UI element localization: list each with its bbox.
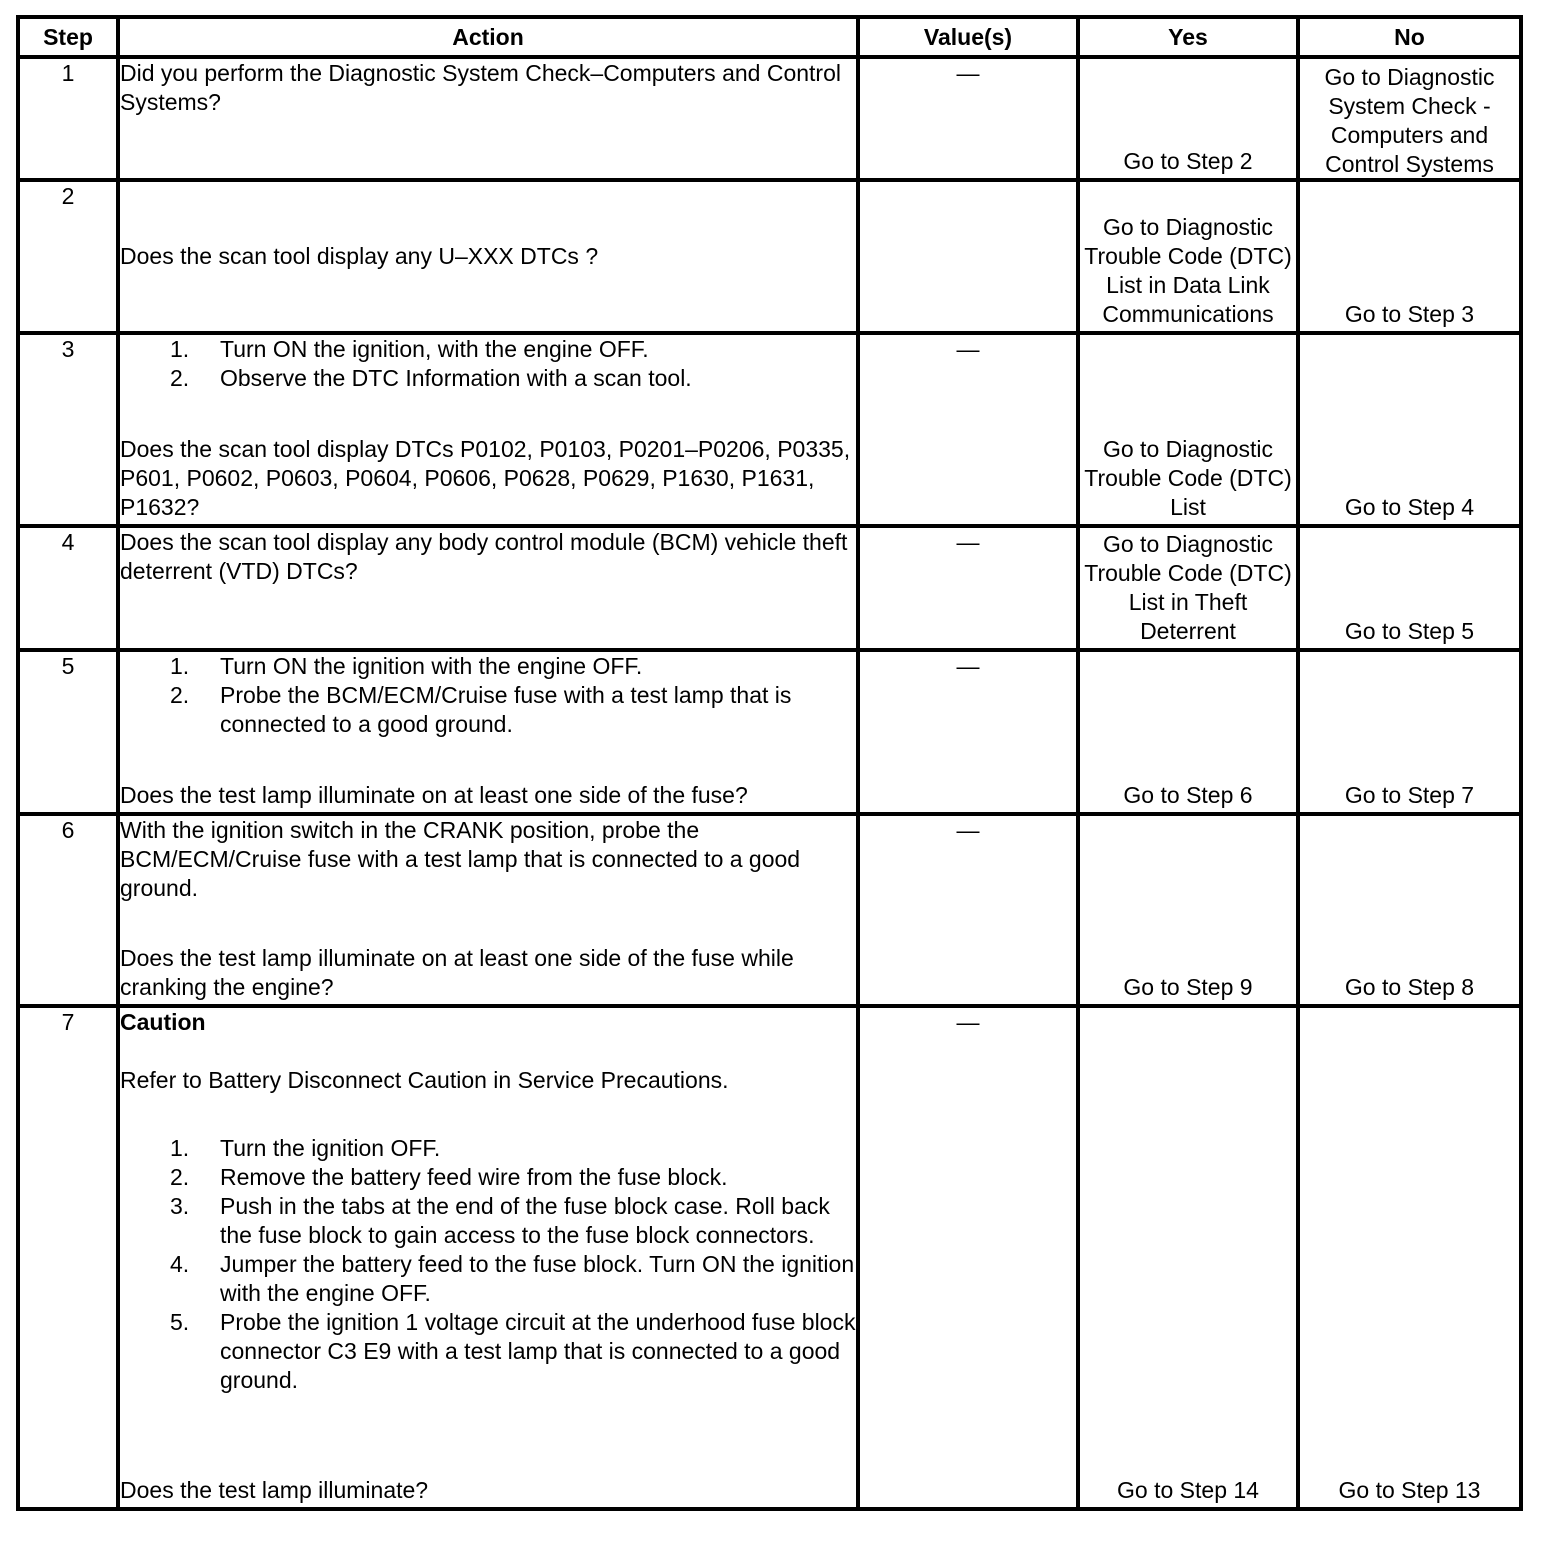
yes-cell (1078, 814, 1298, 1006)
caution-text: Refer to Battery Disconnect Caution in Service Precautions. (120, 1067, 729, 1093)
value-cell: — (858, 650, 1078, 814)
action-question: Does the test lamp illuminate on at least one side of the fuse while cranking the engine? (120, 945, 794, 1000)
header-values: Value(s) (858, 17, 1078, 57)
yes-cell (1078, 650, 1298, 814)
no-result: Go to Step 3 (1344, 301, 1475, 327)
instruction-item: 1. Turn the ignition OFF. (170, 1135, 441, 1161)
step-number: 2 (18, 180, 118, 333)
table-row (18, 333, 1521, 526)
no-result: Go to Step 7 (1344, 782, 1475, 808)
yes-result: Go to Step 2 (1123, 148, 1253, 174)
header-action: Action (118, 17, 858, 57)
caution-title: Caution (120, 1009, 206, 1035)
no-cell (1298, 814, 1521, 1006)
table-row (18, 526, 1521, 650)
yes-cell (1078, 57, 1298, 180)
value-cell: — (858, 814, 1078, 1006)
action-text: With the ignition switch in the CRANK position, probe the BCM/ECM/Cruise fuse with a test lamp that is connected to a good ground. (120, 817, 801, 901)
yes-cell (1078, 180, 1298, 333)
no-cell (1298, 180, 1521, 333)
instruction-item: 1. Turn ON the ignition, with the engine OFF. (170, 336, 649, 362)
table-row (18, 1006, 1521, 1509)
step-number: 4 (18, 526, 118, 650)
no-result: Go to Step 8 (1344, 974, 1475, 1000)
value-cell: — (858, 1006, 1078, 1509)
action-text: Did you perform the Diagnostic System Check–Computers and Control Systems? (120, 60, 841, 115)
step-number: 7 (18, 1006, 118, 1509)
no-cell (1298, 1006, 1521, 1509)
no-result: Go to Diagnostic System Check - Computers and Control Systems (1324, 64, 1495, 177)
diagnostic-table (16, 15, 1523, 1511)
instruction-item: 1. Turn ON the ignition with the engine OFF. (170, 653, 643, 679)
yes-result: Go to Diagnostic Trouble Code (DTC) List in Theft Deterrent (1084, 531, 1292, 644)
yes-cell (1078, 526, 1298, 650)
yes-result: Go to Step 9 (1123, 974, 1253, 1000)
step-number: 6 (18, 814, 118, 1006)
instruction-list (120, 335, 856, 393)
action-text: Does the scan tool display any body control module (BCM) vehicle theft deterrent (VTD) DTCs? (120, 529, 848, 584)
yes-result: Go to Diagnostic Trouble Code (DTC) List in Data Link Communications (1084, 214, 1292, 327)
action-cell (118, 180, 858, 333)
instruction-item: 2. Observe the DTC Information with a scan tool. (170, 365, 692, 391)
step-number: 1 (18, 57, 118, 180)
yes-result: Go to Step 6 (1123, 782, 1253, 808)
action-cell (118, 814, 858, 1006)
header-no: No (1298, 17, 1521, 57)
action-cell (118, 1006, 858, 1509)
header-yes: Yes (1078, 17, 1298, 57)
header-step: Step (18, 17, 118, 57)
instruction-item: 3. Push in the tabs at the end of the fuse block case. Roll back the fuse block to gain access to the fuse block connectors. (170, 1193, 830, 1248)
instruction-list (120, 652, 856, 739)
header-row (18, 17, 1521, 57)
instruction-item: 4. Jumper the battery feed to the fuse block. Turn ON the ignition with the engine OFF. (170, 1251, 855, 1306)
action-cell (118, 650, 858, 814)
step-number: 3 (18, 333, 118, 526)
instruction-item: 2. Probe the BCM/ECM/Cruise fuse with a test lamp that is connected to a good ground. (170, 682, 792, 737)
yes-result: Go to Step 14 (1117, 1477, 1259, 1503)
action-question: Does the scan tool display DTCs P0102, P0103, P0201–P0206, P0335, P601, P0602, P0603, P0604, P0606, P0628, P0629, P1630, P1631, P1632? (120, 436, 851, 520)
value-cell: — (858, 333, 1078, 526)
no-result: Go to Step 4 (1344, 494, 1475, 520)
action-cell (118, 333, 858, 526)
instruction-list (120, 1134, 856, 1395)
action-cell (118, 526, 858, 650)
no-cell (1298, 57, 1521, 180)
instruction-item: 5. Probe the ignition 1 voltage circuit at the underhood fuse block connector C3 E9 with a test lamp that is connected to a good ground. (170, 1309, 856, 1393)
step-number: 5 (18, 650, 118, 814)
yes-cell (1078, 333, 1298, 526)
action-cell (118, 57, 858, 180)
table-row (18, 814, 1521, 1006)
yes-result: Go to Diagnostic Trouble Code (DTC) List (1084, 436, 1292, 520)
table-row (18, 180, 1521, 333)
no-cell (1298, 526, 1521, 650)
value-cell: — (858, 57, 1078, 180)
action-question: Does the test lamp illuminate on at least one side of the fuse? (120, 782, 748, 808)
action-question: Does the scan tool display any U–XXX DTCs ? (120, 243, 599, 269)
action-question: Does the test lamp illuminate? (120, 1477, 429, 1503)
yes-cell (1078, 1006, 1298, 1509)
no-cell (1298, 333, 1521, 526)
value-cell (858, 180, 1078, 333)
no-result: Go to Step 13 (1338, 1477, 1481, 1503)
value-cell: — (858, 526, 1078, 650)
table-row (18, 57, 1521, 180)
no-cell (1298, 650, 1521, 814)
no-result: Go to Step 5 (1344, 618, 1475, 644)
instruction-item: 2. Remove the battery feed wire from the fuse block. (170, 1164, 728, 1190)
table-row (18, 650, 1521, 814)
